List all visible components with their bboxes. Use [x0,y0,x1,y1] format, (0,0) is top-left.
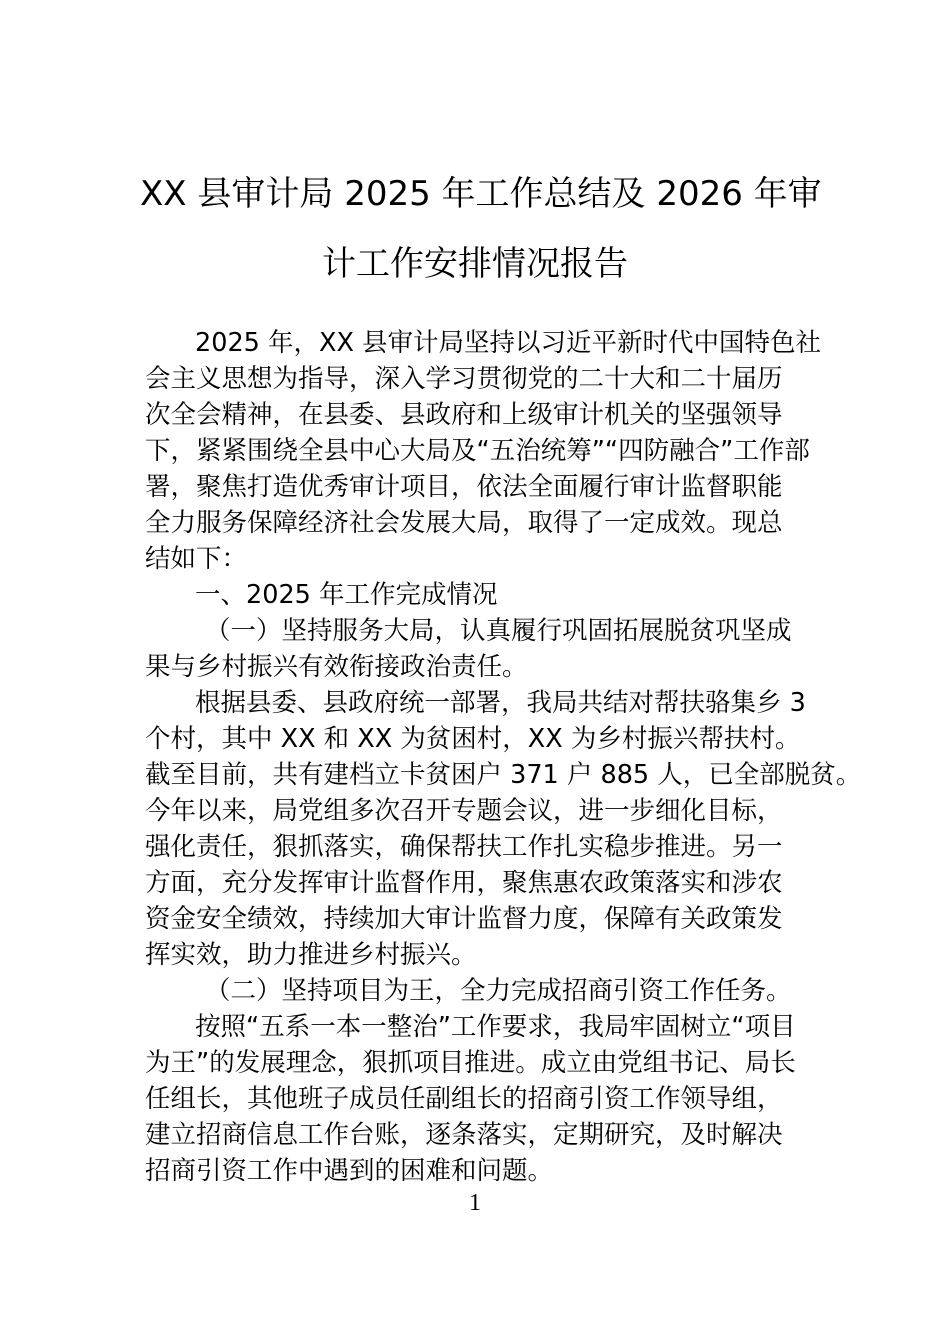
body-line: 会主义思想为指导，深入学习贯彻党的二十大和二十届历 [145,364,783,394]
body-line: 根据县委、县政府统一部署，我局共结对帮扶骆集乡 3 [195,688,806,718]
body-line: 个村，其中 XX 和 XX 为贫困村，XX 为乡村振兴帮扶村。 [145,724,801,754]
subsection-heading: 果与乡村振兴有效衔接政治责任。 [145,652,528,682]
document-title-line-2: 计工作安排情况报告 [322,244,628,284]
body-line: 任组长，其他班子成员任副组长的招商引资工作领导组， [145,1084,783,1114]
body-line: 资金安全绩效，持续加大审计监督力度，保障有关政策发 [145,904,783,934]
body-line: 署，聚焦打造优秀审计项目，依法全面履行审计监督职能 [145,472,783,502]
body-line: 次全会精神，在县委、县政府和上级审计机关的坚强领导 [145,400,783,430]
page-number: 1 [469,1190,481,1216]
body-line: 强化责任，狠抓落实，确保帮扶工作扎实稳步推进。另一 [145,832,783,862]
document-title-line-1: XX 县审计局 2025 年工作总结及 2026 年审 [140,174,822,214]
body-line: 招商引资工作中遇到的困难和问题。 [145,1156,554,1186]
body-line: 全力服务保障经济社会发展大局，取得了一定成效。现总 [145,508,783,538]
body-line: 方面，充分发挥审计监督作用，聚焦惠农政策落实和涉农 [145,868,783,898]
subsection-heading: （二）坚持项目为王，全力完成招商引资工作任务。 [205,976,792,1006]
body-line: 挥实效，助力推进乡村振兴。 [145,940,477,970]
section-heading: 一、2025 年工作完成情况 [195,580,498,610]
body-line: 今年以来，局党组多次召开专题会议，进一步细化目标， [145,796,783,826]
body-line: 为王”的发展理念，狠抓项目推进。成立由党组书记、局长 [145,1048,796,1078]
body-line: 按照“五系一本一整治”工作要求，我局牢固树立“项目 [195,1012,796,1042]
body-line: 下，紧紧围绕全县中心大局及“五治统筹”“四防融合”工作部 [145,436,810,466]
body-line: 2025 年，XX 县审计局坚持以习近平新时代中国特色社 [195,328,822,358]
body-line: 结如下： [145,544,248,574]
subsection-heading: （一）坚持服务大局，认真履行巩固拓展脱贫巩坚成 [205,616,792,646]
body-line: 建立招商信息工作台账，逐条落实，定期研究，及时解决 [145,1120,783,1150]
body-line: 截至目前，共有建档立卡贫困户 371 户 885 人，已全部脱贫。 [145,760,862,790]
